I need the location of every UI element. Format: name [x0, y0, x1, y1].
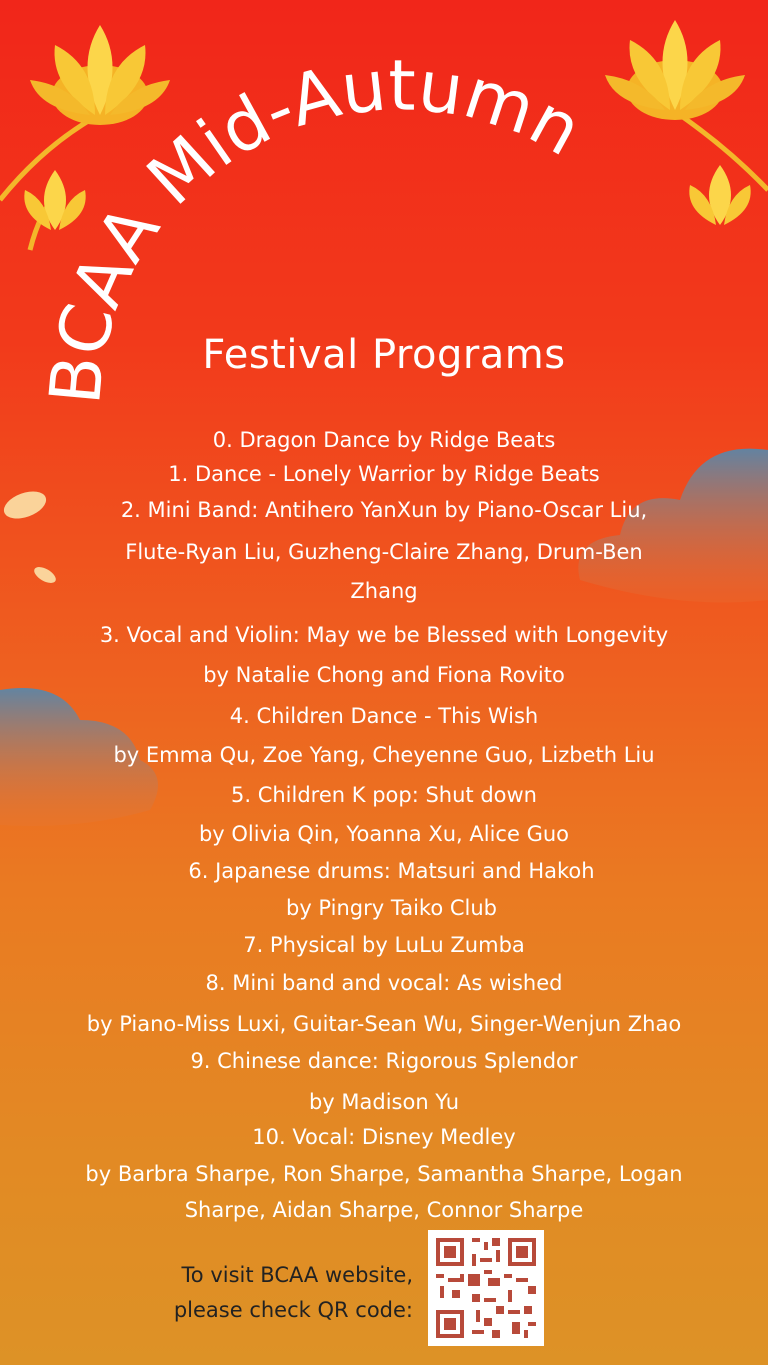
program-line: by Madison Yu: [308, 1090, 460, 1114]
program-line: 10. Vocal: Disney Medley: [252, 1125, 516, 1149]
program-line: 2. Mini Band: Antihero YanXun by Piano-Oscar Liu,: [120, 498, 648, 522]
program-line: by Barbra Sharpe, Ron Sharpe, Samantha Sharpe, Logan: [85, 1162, 683, 1186]
program-line: by Emma Qu, Zoe Yang, Cheyenne Guo, Lizbeth Liu: [113, 743, 655, 767]
title-arc: [0, 0, 768, 460]
program-line: 8. Mini band and vocal: As wished: [205, 971, 563, 995]
footer-line-2: please check QR code:: [173, 1298, 413, 1322]
program-line: 4. Children Dance - This Wish: [229, 704, 539, 728]
qr-code[interactable]: [428, 1230, 544, 1346]
program-line: Flute-Ryan Liu, Guzheng-Claire Zhang, Drum-Ben: [125, 540, 643, 564]
program-line: 1. Dance - Lonely Warrior by Ridge Beats: [168, 462, 600, 486]
program-line: by Olivia Qin, Yoanna Xu, Alice Guo: [198, 822, 570, 846]
program-line: by Natalie Chong and Fiona Rovito: [203, 663, 565, 687]
program-line: by Pingry Taiko Club: [286, 896, 497, 920]
program-line: Sharpe, Aidan Sharpe, Connor Sharpe: [184, 1198, 584, 1222]
program-line: 3. Vocal and Violin: May we be Blessed with Longevity: [99, 623, 669, 647]
program-line: 7. Physical by LuLu Zumba: [243, 933, 525, 957]
program-line: 9. Chinese dance: Rigorous Splendor: [190, 1049, 578, 1073]
footer-text: [174, 1258, 413, 1328]
program-line: 5. Children K pop: Shut down: [231, 783, 537, 807]
program-line: by Piano-Miss Luxi, Guitar-Sean Wu, Singer-Wenjun Zhao: [86, 1012, 682, 1036]
subtitle: Festival Programs: [202, 332, 566, 378]
qr-code-icon: [428, 1230, 544, 1346]
program-line: Zhang: [350, 579, 418, 603]
program-line: 6. Japanese drums: Matsuri and Hakoh: [188, 859, 595, 883]
footer-line-1: To visit BCAA website,: [181, 1263, 413, 1287]
main-title: BCAA Mid-Autumn: [34, 44, 595, 408]
program-line: 0. Dragon Dance by Ridge Beats: [212, 428, 556, 452]
